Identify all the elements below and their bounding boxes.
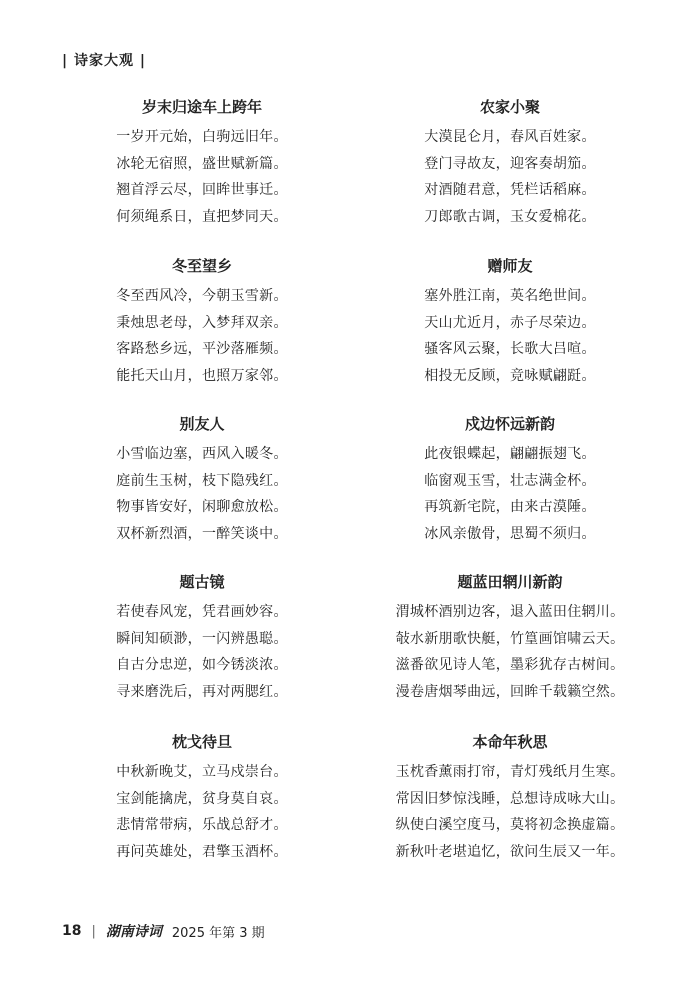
poem-line: 相投无反顾，竞咏赋翩跹。 bbox=[424, 367, 596, 384]
poem bbox=[52, 255, 352, 389]
poem bbox=[52, 96, 352, 230]
poem-line: 双杯新烈酒，一醉笑谈中。 bbox=[116, 525, 288, 542]
poem-title: 农家小聚 bbox=[479, 98, 540, 116]
poem-line: 敧水新朋歌快艇，竹篁画馆啸云天。 bbox=[395, 630, 625, 647]
poem-line: 悲情常带病，乐战总舒才。 bbox=[116, 817, 288, 833]
poem-line: 纵使白溪空度马，莫将初念换虚篇。 bbox=[395, 817, 625, 833]
poem-line: 客路愁乡远，平沙落雁频。 bbox=[116, 341, 288, 357]
poem-line: 若使春风宠，凭君画妙容。 bbox=[116, 604, 288, 620]
poem-line: 能托天山月，也照万家邻。 bbox=[116, 367, 288, 384]
poem-title: 戍边怀远新韵 bbox=[464, 415, 555, 433]
poem-title: 岁末归途车上跨年 bbox=[141, 98, 262, 116]
poem-line: 漫卷唐烟琴曲远，回眸千载籁空然。 bbox=[395, 683, 625, 700]
poem-line: 塞外胜江南，英名绝世间。 bbox=[424, 288, 596, 304]
poem-line: 登门寻故友，迎客奏胡笳。 bbox=[424, 155, 596, 172]
page-footer bbox=[62, 921, 265, 941]
poem-title: 题蓝田辋川新韵 bbox=[457, 573, 563, 591]
poem-line: 滋番欲见诗人笔，墨彩犹存古树间。 bbox=[395, 657, 625, 673]
poem-line: 冰风亲傲骨，思蜀不须归。 bbox=[424, 525, 596, 542]
poem-line: 物事皆安好，闲聊愈放松。 bbox=[116, 499, 288, 515]
page-number: 18 bbox=[62, 923, 82, 939]
poem-title: 枕戈待旦 bbox=[171, 733, 232, 751]
magazine-name: 湖南诗词 bbox=[105, 924, 162, 940]
poem-line: 冰轮无宿照，盛世赋新篇。 bbox=[116, 155, 288, 172]
poem-line: 刀郎歌古调，玉女爱棉花。 bbox=[424, 208, 596, 225]
poem-line: 再筑新宅院，由来古漠陲。 bbox=[424, 499, 596, 515]
poem-line: 冬至西风冷，今朝玉雪新。 bbox=[116, 288, 288, 304]
poem-line: 新秋叶老堪追忆，欲问生辰又一年。 bbox=[395, 843, 625, 860]
poem bbox=[360, 96, 660, 230]
poem-title: 题古镜 bbox=[179, 573, 225, 591]
poem-line: 自古分忠逆，如今锈淡浓。 bbox=[116, 657, 288, 673]
poem-line: 一岁开元始，白驹远旧年。 bbox=[116, 129, 288, 145]
poem-line: 常因旧梦惊浅睡，总想诗成咏大山。 bbox=[395, 790, 625, 807]
issue-label: 2025 年第 3 期 bbox=[171, 925, 265, 941]
poem-line: 何须绳系日，直把梦同天。 bbox=[116, 208, 288, 225]
poem bbox=[52, 731, 352, 865]
poem-line: 大漠昆仑月，春风百姓家。 bbox=[424, 129, 596, 145]
poem-line: 渭城杯酒别边客，退入蓝田住辋川。 bbox=[395, 604, 625, 620]
poem-title: 冬至望乡 bbox=[171, 257, 232, 275]
poem-line: 小雪临边塞，西风入暖冬。 bbox=[116, 446, 288, 462]
poem-line: 天山尤近月，赤子尽荣边。 bbox=[424, 314, 596, 331]
poem-title: 赠师友 bbox=[487, 257, 533, 275]
poem bbox=[360, 413, 660, 547]
poem-line: 临窗观玉雪，壮志满金杯。 bbox=[424, 472, 596, 489]
poem-line: 秉烛思老母，入梦拜双亲。 bbox=[116, 314, 288, 331]
poem-title: 本命年秋思 bbox=[472, 733, 548, 751]
poem-line: 瞬间知硕渺，一闪辨愚聪。 bbox=[116, 630, 288, 647]
poem-line: 庭前生玉树，枝下隐残红。 bbox=[116, 472, 288, 489]
poem bbox=[52, 571, 352, 705]
poem-line: 翘首浮云尽，回眸世事迁。 bbox=[116, 182, 288, 198]
footer-separator: | bbox=[91, 923, 96, 939]
poem-line: 玉枕香薰雨打帘，青灯残纸月生寒。 bbox=[395, 764, 625, 780]
poem-line: 中秋新晚艾，立马戍崇台。 bbox=[116, 764, 288, 780]
poem bbox=[52, 413, 352, 547]
poem-line: 再问英雄处，君擎玉酒杯。 bbox=[116, 843, 288, 860]
poem-line: 对酒随君意，凭栏话稻麻。 bbox=[424, 182, 596, 198]
poem-line: 骚客风云聚，长歌大吕喧。 bbox=[424, 341, 596, 357]
poem bbox=[360, 571, 660, 705]
poem-line: 此夜银蝶起，翩翩振翅飞。 bbox=[424, 446, 596, 462]
poem-line: 宝剑能擒虎，贫身莫自哀。 bbox=[116, 790, 288, 807]
poem bbox=[360, 731, 660, 865]
poem-line: 寻来磨洗后，再对两腮红。 bbox=[116, 683, 288, 700]
section-tag: | 诗家大观 | bbox=[62, 53, 146, 69]
poem-title: 别友人 bbox=[179, 415, 225, 433]
poem bbox=[360, 255, 660, 389]
